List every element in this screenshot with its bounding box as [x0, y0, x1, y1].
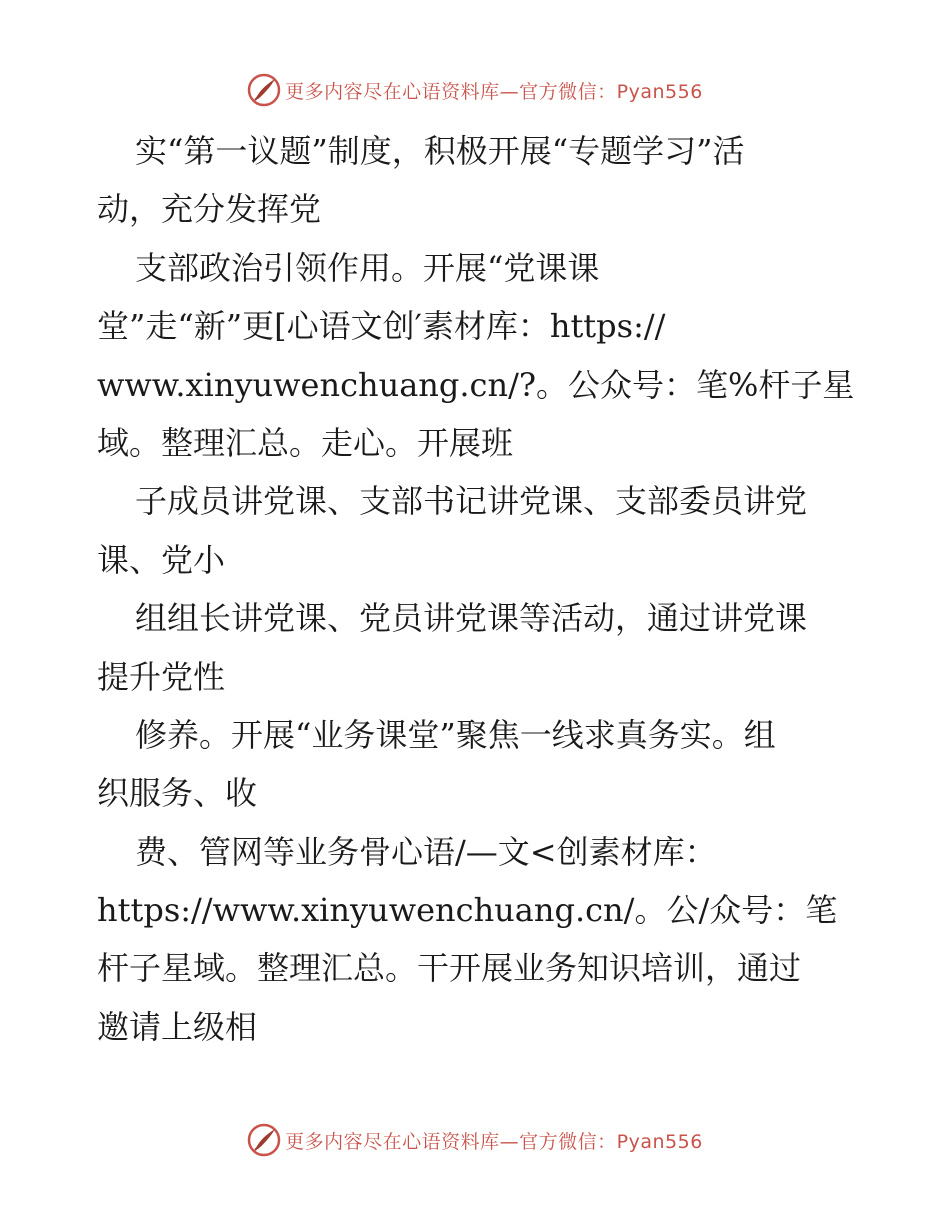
- text-line: 邀请上级相: [97, 1007, 258, 1046]
- text-line: https://www.xinyuwenchuang.cn/。公/众号：笔: [97, 891, 838, 930]
- text-line: 子成员讲党课、支部书记讲党课、支部委员讲党: [135, 482, 808, 521]
- text-line: 域。整理汇总。走心。开展班: [97, 423, 514, 462]
- text-line: 组组长讲党课、党员讲党课等活动，通过讲党课: [135, 599, 808, 638]
- text-line: 堂”走“新”更[心语文创′素材库：https://: [97, 307, 666, 346]
- footer-banner-text: 更多内容尽在心语资料库—官方微信：Pyan556: [285, 1130, 703, 1153]
- text-line: 支部政治引领作用。开展“党课课: [135, 248, 600, 287]
- text-line: 课、党小: [97, 540, 226, 579]
- text-line: 杆子星域。整理汇总。干开展业务知识培训，通过: [97, 949, 802, 988]
- header-banner: [0, 70, 950, 110]
- quill-logo-icon: [247, 73, 281, 107]
- text-line: 实“第一议题”制度，积极开展“专题学习”活: [135, 132, 745, 170]
- text-line: 费、管网等业务骨心语/—文<创素材库：: [135, 832, 717, 871]
- text-line: 织服务、收: [97, 774, 258, 813]
- text-line: 提升党性: [97, 657, 226, 696]
- footer-banner: [0, 1120, 950, 1160]
- text-line: www.xinyuwenchuang.cn/?。公众号：笔%杆子星: [97, 365, 855, 404]
- text-line: 修养。开展“业务课堂”聚焦一线求真务实。组: [135, 715, 776, 754]
- quill-logo-icon: [247, 1123, 281, 1157]
- text-line: 动，充分发挥党: [97, 190, 322, 229]
- document-body: [97, 122, 857, 1056]
- header-banner-text: 更多内容尽在心语资料库—官方微信：Pyan556: [285, 80, 703, 103]
